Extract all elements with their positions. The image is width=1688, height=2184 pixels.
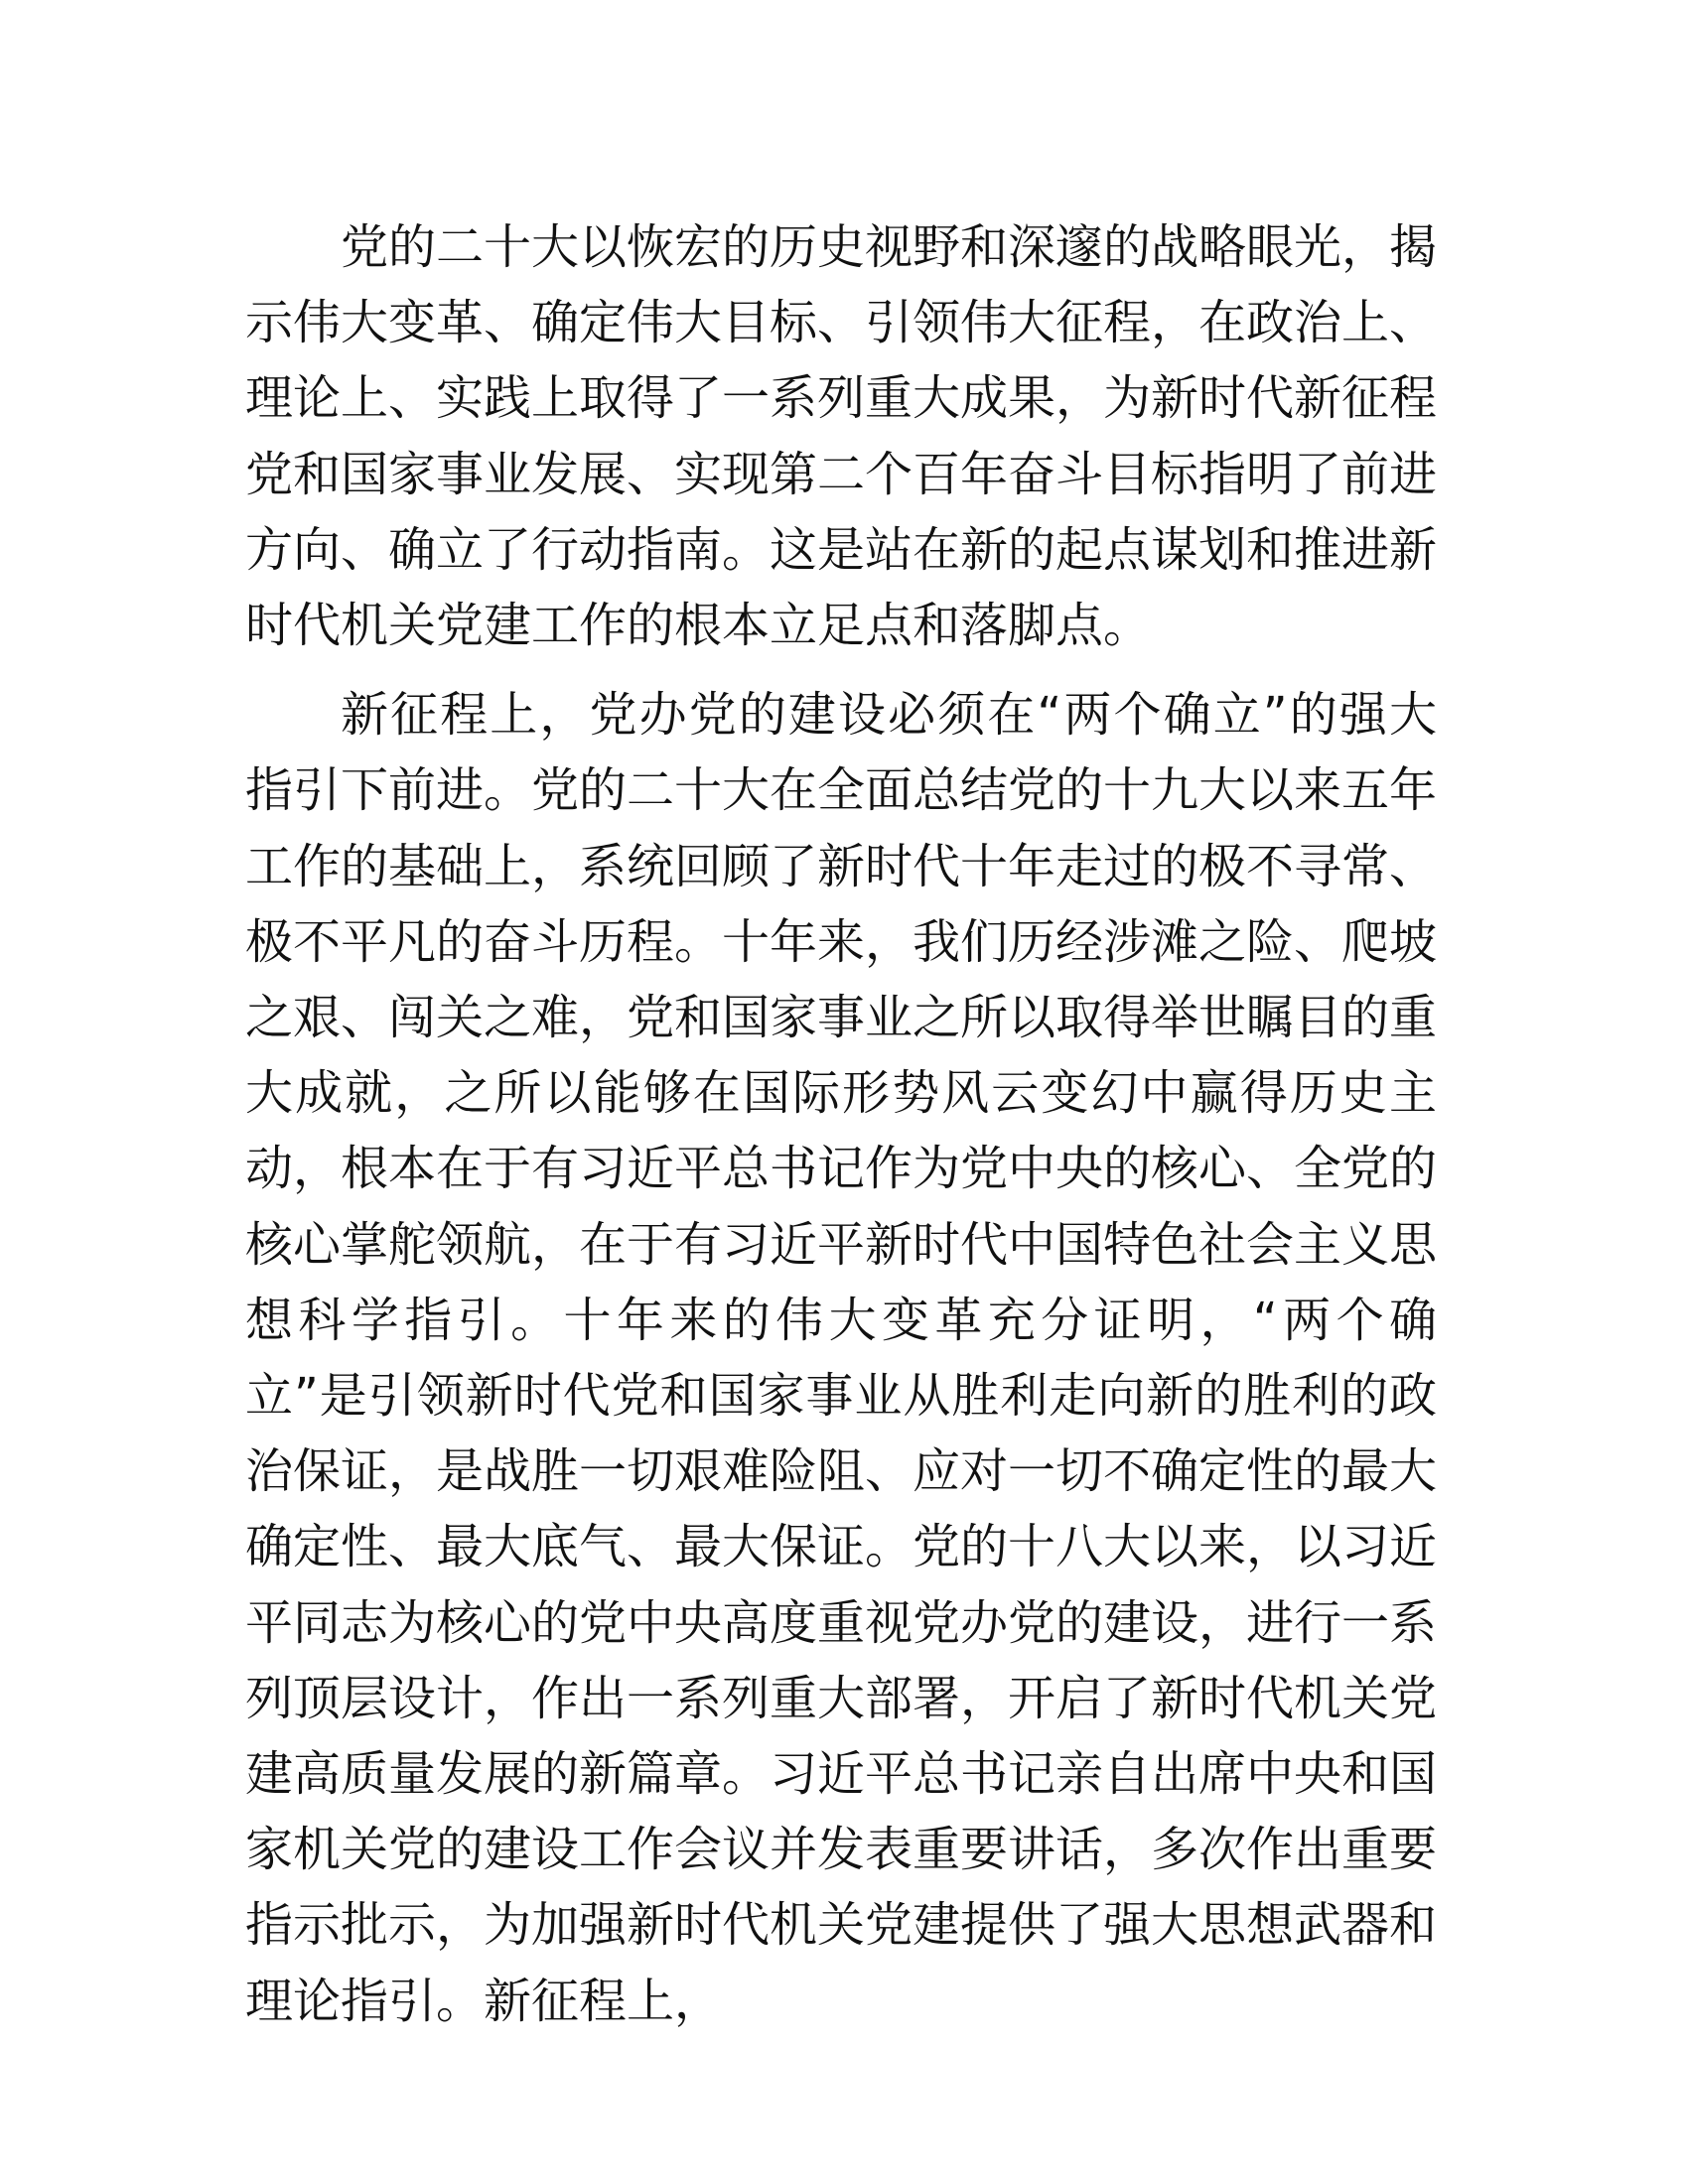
- paragraph-2: 新征程上，党办党的建设必须在“两个确立”的强大指引下前进。党的二十大在全面总结党的十九大以来五年工作的基础上，系统回顾了新时代十年走过的极不寻常、极不平凡的奋斗历程。十年来，我们历经涉滩之险、爬坡之艰、闯关之难，党和国家事业之所以取得举世瞩目的重大成就，之所以能够在国际形势风云变幻中赢得历史主动，根本在于有习近平总书记作为党中央的核心、全党的核心掌舵领航，在于有习近平新时代中国特色社会主义思想科学指引。十年来的伟大变革充分证明，“两个确立”是引领新时代党和国家事业从胜利走向新的胜利的政治保证，是战胜一切艰难险阻、应对一切不确定性的最大确定性、最大底气、最大保证。党的十八大以来，以习近平同志为核心的党中央高度重视党办党的建设，进行一系列顶层设计，作出一系列重大部署，开启了新时代机关党建高质量发展的新篇章。习近平总书记亲自出席中央和国家机关党的建设工作会议并发表重要讲话，多次作出重要指示批示，为加强新时代机关党建提供了强大思想武器和理论指引。新征程上，: [245, 687, 1438, 2029]
- body-text: [245, 209, 1437, 2039]
- paragraph-1: 党的二十大以恢宏的历史视野和深邃的战略眼光，揭示伟大变革、确定伟大目标、引领伟大征程，在政治上、理论上、实践上取得了一系列重大成果，为新时代新征程党和国家事业发展、实现第二个百年奋斗目标指明了前进方向、确立了行动指南。这是站在新的起点谋划和推进新时代机关党建工作的根本立足点和落脚点。: [245, 219, 1438, 654]
